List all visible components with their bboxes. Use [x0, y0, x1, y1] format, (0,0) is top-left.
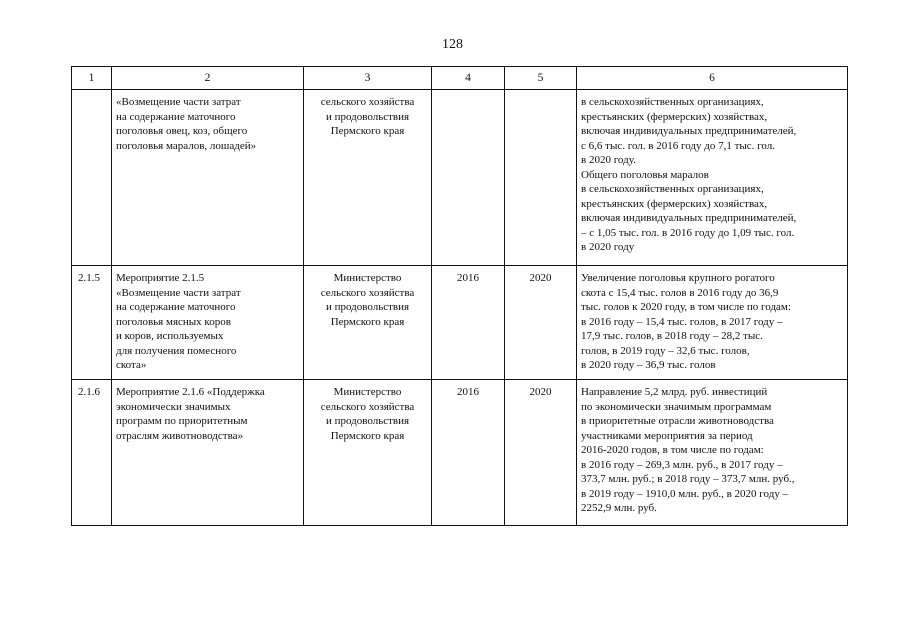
text-line: и продовольствия	[325, 415, 410, 427]
text-line: Мероприятие 2.1.6 «Поддержка	[116, 386, 265, 398]
expected-result	[577, 266, 848, 380]
text-line: на содержание маточного	[116, 301, 236, 313]
text-line: Пермского края	[330, 429, 405, 442]
text-line: в приоритетные отрасли животноводства	[581, 415, 774, 427]
text-line: 2016-2020 годов, в том числе по годам:	[581, 444, 764, 456]
end-year: 2020	[505, 380, 577, 526]
text-line: «Возмещение части затрат	[116, 96, 241, 108]
column-header: 4	[432, 67, 505, 90]
column-header: 6	[577, 67, 848, 90]
text-line: поголовья овец, коз, общего	[116, 125, 248, 137]
event-name	[112, 266, 304, 380]
table-header-row	[72, 67, 848, 90]
start-year: 2016	[432, 380, 505, 526]
text-line: участниками мероприятия за период	[581, 429, 753, 442]
text-line: и продовольствия	[325, 301, 410, 313]
text-line: по экономически значимым программам	[581, 400, 772, 413]
column-header: 1	[72, 67, 112, 90]
text-line: 373,7 млн. руб.; в 2018 году – 373,7 млн. руб.,	[581, 473, 795, 485]
table-row	[72, 90, 848, 266]
text-line: включая индивидуальных предпринимателей,	[581, 125, 797, 137]
end-year: 2020	[505, 266, 577, 380]
text-line: на содержание маточного	[116, 110, 236, 123]
text-line: в 2020 году	[581, 241, 635, 253]
text-line: в 2016 году – 15,4 тыс. голов, в 2017 году –	[581, 315, 783, 328]
text-line: крестьянских (фермерских) хозяйствах,	[581, 197, 768, 210]
text-line: скота с 15,4 тыс. голов в 2016 году до 36,9	[581, 286, 779, 299]
column-header: 3	[304, 67, 432, 90]
event-name	[112, 380, 304, 526]
text-line: Мероприятие 2.1.5	[116, 272, 205, 284]
executor	[304, 90, 432, 266]
row-number	[72, 90, 112, 266]
table-row	[72, 380, 848, 526]
start-year	[432, 90, 505, 266]
expected-result	[577, 380, 848, 526]
row-number: 2.1.6	[72, 380, 112, 526]
text-line: Направление 5,2 млрд. руб. инвестиций	[581, 386, 768, 398]
text-line: в 2020 году – 36,9 тыс. голов	[581, 359, 716, 371]
text-line: поголовья мясных коров	[116, 315, 231, 328]
text-line: скота»	[116, 359, 147, 371]
text-line: для получения помесного	[116, 344, 237, 357]
text-line: в сельскохозяйственных организациях,	[581, 96, 764, 108]
text-line: сельского хозяйства	[320, 286, 415, 299]
text-line: – с 1,05 тыс. гол. в 2016 году до 1,09 тыс. гол.	[581, 226, 795, 239]
text-line: Министерство	[333, 386, 402, 398]
row-number: 2.1.5	[72, 266, 112, 380]
text-line: тыс. голов к 2020 году, в том числе по годам:	[581, 301, 791, 313]
text-line: включая индивидуальных предпринимателей,	[581, 212, 797, 224]
text-line: Министерство	[333, 272, 402, 284]
text-line: экономически значимых	[116, 400, 231, 413]
start-year: 2016	[432, 266, 505, 380]
expected-result	[577, 90, 848, 266]
column-header: 2	[112, 67, 304, 90]
text-line: Пермского края	[330, 315, 405, 328]
text-line: и продовольствия	[325, 110, 410, 123]
event-name	[112, 90, 304, 266]
text-line: Общего поголовья маралов	[581, 168, 709, 181]
text-line: Пермского края	[330, 125, 405, 137]
text-line: 2252,9 млн. руб.	[581, 502, 657, 514]
text-line: Увеличение поголовья крупного рогатого	[581, 272, 775, 284]
text-line: крестьянских (фермерских) хозяйствах,	[581, 110, 768, 123]
text-line: в сельскохозяйственных организациях,	[581, 183, 764, 195]
text-line: и коров, используемых	[116, 330, 224, 342]
text-line: программ по приоритетным	[116, 415, 248, 427]
text-line: голов, в 2019 году – 32,6 тыс. голов,	[581, 344, 750, 357]
page-number: 128	[442, 37, 463, 52]
text-line: поголовья маралов, лошадей»	[116, 139, 257, 152]
end-year	[505, 90, 577, 266]
column-header: 5	[505, 67, 577, 90]
measures-table	[71, 66, 848, 526]
text-line: с 6,6 тыс. гол. в 2016 году до 7,1 тыс. гол.	[581, 139, 776, 152]
text-line: отраслям животноводства»	[116, 429, 243, 442]
text-line: в 2016 году – 269,3 млн. руб., в 2017 году –	[581, 458, 783, 471]
text-line: в 2020 году.	[581, 154, 636, 166]
table-row	[72, 266, 848, 380]
text-line: 17,9 тыс. голов, в 2018 году – 28,2 тыс.	[581, 330, 763, 342]
text-line: сельского хозяйства	[320, 96, 415, 108]
text-line: «Возмещение части затрат	[116, 286, 241, 299]
executor	[304, 380, 432, 526]
text-line: в 2019 году – 1910,0 млн. руб., в 2020 году –	[581, 487, 789, 500]
executor	[304, 266, 432, 380]
text-line: сельского хозяйства	[320, 400, 415, 413]
